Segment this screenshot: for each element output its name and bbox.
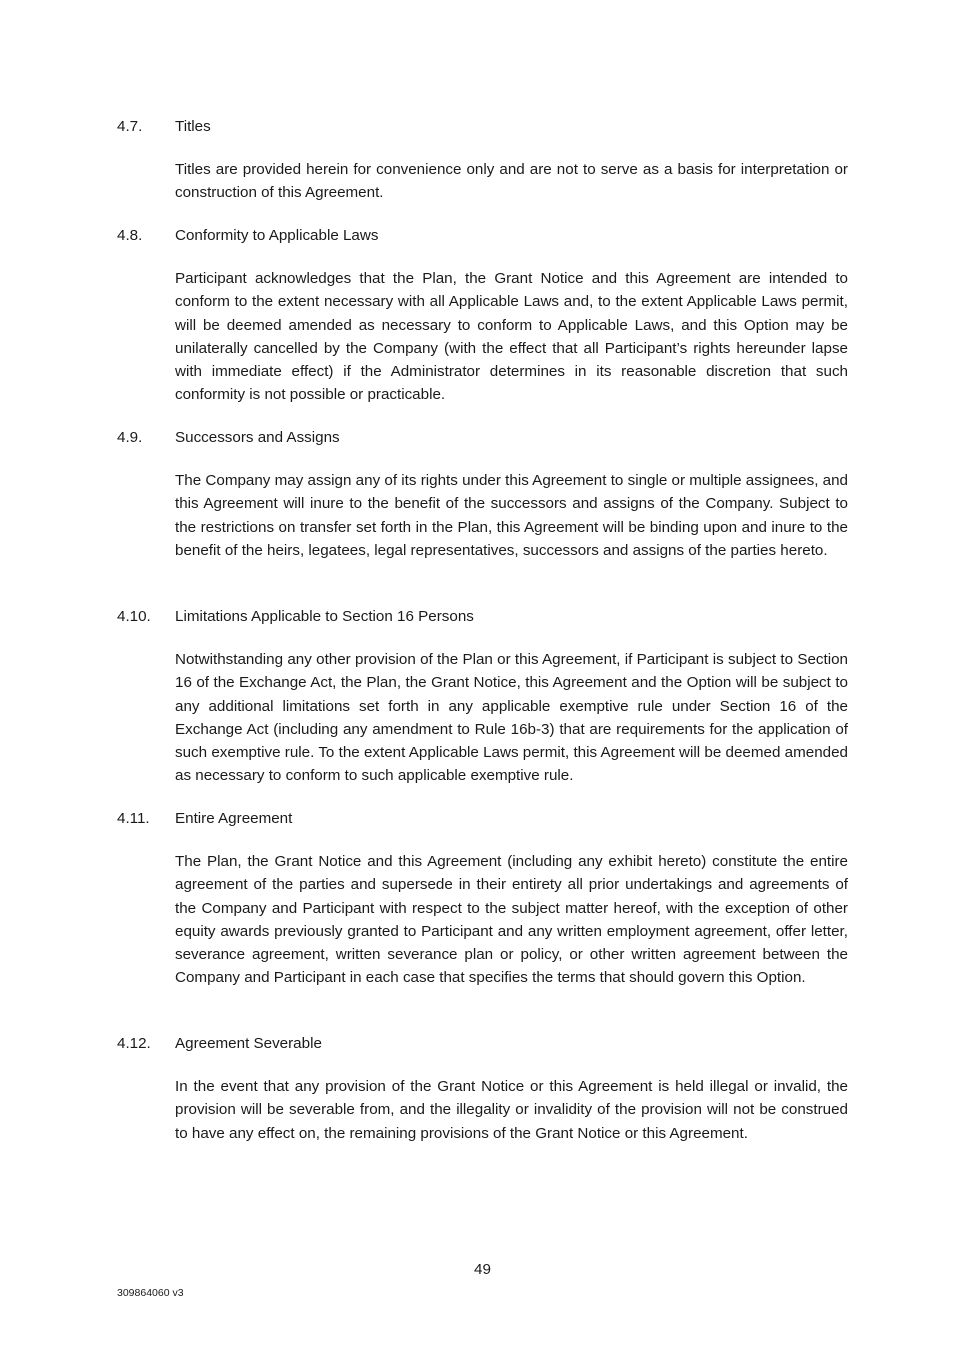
section-heading: Titles [175, 118, 211, 135]
section-body: Notwithstanding any other provision of the Plan or this Agreement, if Participant is subject to Section 16 of the Exchange Act, the Plan, the Grant Notice, this Agreement and the Option will be subject to any additional limitations set forth in any applicable exemptive rule under Section 16 of the Exchange Act (including any amendment to Rule 16b-3) that are requirements for the application of such exemptive rule. To the extent Applicable Laws permit, this Agreement will be deemed amended as necessary to conform to such applicable exemptive rule. [175, 651, 848, 785]
section-heading: Conformity to Applicable Laws [175, 227, 379, 244]
section-number: 4.8. [117, 227, 143, 244]
section-body: In the event that any provision of the Grant Notice or this Agreement is held illegal or invalid, the provision will be severable from, and the illegality or invalidity of the provision will not be construed to have any effect on, the remaining provisions of the Grant Notice or this Agreement. [175, 1078, 848, 1142]
section-number: 4.7. [117, 118, 143, 135]
section-body: The Company may assign any of its rights under this Agreement to single or multiple assignees, and this Agreement will inure to the benefit of the successors and assigns of the Company. Subject to the restrictions on transfer set forth in the Plan, this Agreement will be binding upon and inure to the benefit of the heirs, legatees, legal representatives, successors and assigns of the parties hereto. [175, 472, 848, 559]
document-id: 309864060 v3 [117, 1287, 184, 1299]
section-heading: Entire Agreement [175, 810, 293, 827]
section-number: 4.12. [117, 1035, 151, 1052]
section-number: 4.11. [117, 810, 150, 827]
section-heading: Successors and Assigns [175, 429, 340, 446]
section-heading: Limitations Applicable to Section 16 Persons [175, 608, 474, 625]
section-body: Participant acknowledges that the Plan, the Grant Notice and this Agreement are intended to conform to the extent necessary with all Applicable Laws and, to the extent Applicable Laws permit, will be deemed amended as necessary to conform to Applicable Laws, and this Option may be unilaterally cancelled by the Company (with the effect that all Participant’s rights hereunder lapse with immediate effect) if the Administrator determines in its reasonable discretion that such conformity is not possible or practicable. [175, 270, 848, 404]
section-body: Titles are provided herein for convenience only and are not to serve as a basis for interpretation or construction of this Agreement. [175, 161, 848, 202]
section-number: 4.10. [117, 608, 151, 625]
page-number: 49 [474, 1261, 491, 1278]
section-body: The Plan, the Grant Notice and this Agreement (including any exhibit hereto) constitute the entire agreement of the parties and supersede in their entirety all prior undertakings and agreements of the Company and Participant with respect to the subject matter hereof, with the exception of other equity awards previously granted to Participant and any written employment agreement, offer letter, severance agreement, written severance plan or policy, or other written agreement between the Company and Participant in each case that specifies the terms that should govern this Option. [175, 853, 848, 987]
section-number: 4.9. [117, 429, 143, 446]
section-heading: Agreement Severable [175, 1035, 322, 1052]
